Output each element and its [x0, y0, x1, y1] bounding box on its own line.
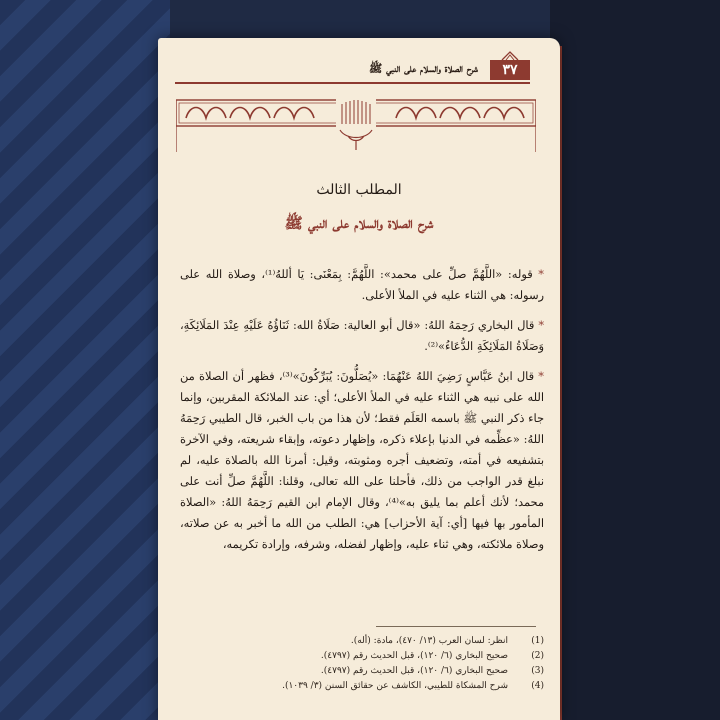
scroll-ornament-icon [176, 96, 536, 154]
footnote-number: (3) [531, 666, 544, 676]
running-title: شرح الصلاة والسلام على النبي ﷺ [368, 62, 478, 75]
section-label: المطلب الثالث [316, 182, 402, 198]
footnote-text: صحيح البخاري (٦/ ١٢٠)، قبل الحديث رقم (٤٧٩٧). [320, 666, 508, 676]
background-shadow [550, 0, 720, 720]
paragraph [180, 264, 544, 306]
footnote [180, 649, 544, 664]
footnotes [180, 634, 544, 694]
page-number: ٣٧ [490, 60, 530, 80]
decorative-border-ornament [176, 96, 536, 154]
running-header [175, 52, 530, 92]
paragraph-text: قال ابنُ عَبَّاسٍ رَضِيَ اللهُ عَنْهُمَا: «يُصَلُّونَ: يُبَرِّكُونَ»⁽³⁾، فظهر أن الصلاة من الله على نبيه هي الثناء عليه في الملأ الأعلى؛ أي: عند الملائكة المقربين، وإنما جاء ذكر النبي ﷺ باسمه العَلَم فقط؛ لأن هذا من باب الخبر، قال الطيبي رَحِمَهُ اللهُ: «عظِّمه في الدنيا بإعلاء ذكره، وإظهار دعوته، وإبقاء شريعته، وفي الآخرة بتشفيعه في أمته، وتضعيف أجره ومثوبته، وقيل: أمرنا الله بالصلاة عليه، لم نبلغ قدر الواجب من ذلك، فأحلنا على الله تعالى، وقلنا: اللَّهُمَّ صلِّ أنت على محمد؛ لأنك أعلم بما يليق به»⁽⁴⁾، وقال الإمام ابن القيم رَحِمَهُ اللهُ: «الصلاة المأمور بها فيها [أي: آية الأحزاب] هي: الطلب من الله ما أخبر به عن صلاته، وصلاة ملائكته، وهي ثناء عليه، وإظهار لفضله، وشرفه، وإرادة تكريمه، [180, 369, 544, 551]
footnote [180, 664, 544, 679]
star-bullet-icon: * [538, 369, 544, 383]
footnote-text: شرح المشكاة للطيبي، الكاشف عن حقائق السنن (٣/ ١٠٣٩). [282, 681, 508, 691]
body-text [180, 264, 544, 564]
footnote-text: صحيح البخاري (٦/ ١٢٠)، قبل الحديث رقم (٤٧٩٧). [320, 651, 508, 661]
chapter-title: شرح الصلاة والسلام على النبي ﷺ [284, 214, 434, 232]
background-fabric [0, 0, 170, 720]
footnote [180, 679, 544, 694]
footnote-number: (1) [531, 636, 544, 646]
footnote-number: (2) [531, 651, 544, 661]
book-page [158, 38, 560, 720]
paragraph [180, 315, 544, 357]
footnote [180, 634, 544, 649]
paragraph-text: قال البخاري رَحِمَهُ اللهُ: «قال أبو العالية: صَلَاةُ الله: ثَنَاؤُهُ عَلَيْهِ عِنْدَ المَلَائِكَةِ، وَصَلَاةُ المَلَائِكَةِ الدُّعَاءُ»⁽²⁾. [180, 318, 544, 353]
star-bullet-icon: * [538, 267, 544, 281]
footnote-number: (4) [531, 681, 544, 691]
paragraph-text: قوله: «اللَّهُمَّ صلِّ على محمد»: اللَّهُمَّ: بِمَعْنَى: يَا أللهُ⁽¹⁾، وصلاة الله على رسوله: هي الثناء عليه في الملأ الأعلى. [180, 267, 544, 302]
star-bullet-icon: * [538, 318, 545, 332]
paragraph [180, 366, 544, 555]
header-rule [175, 82, 530, 84]
footnote-rule [376, 626, 536, 627]
footnote-text: انظر: لسان العرب (١٣/ ٤٧٠)، مادة: (أله). [350, 636, 508, 646]
